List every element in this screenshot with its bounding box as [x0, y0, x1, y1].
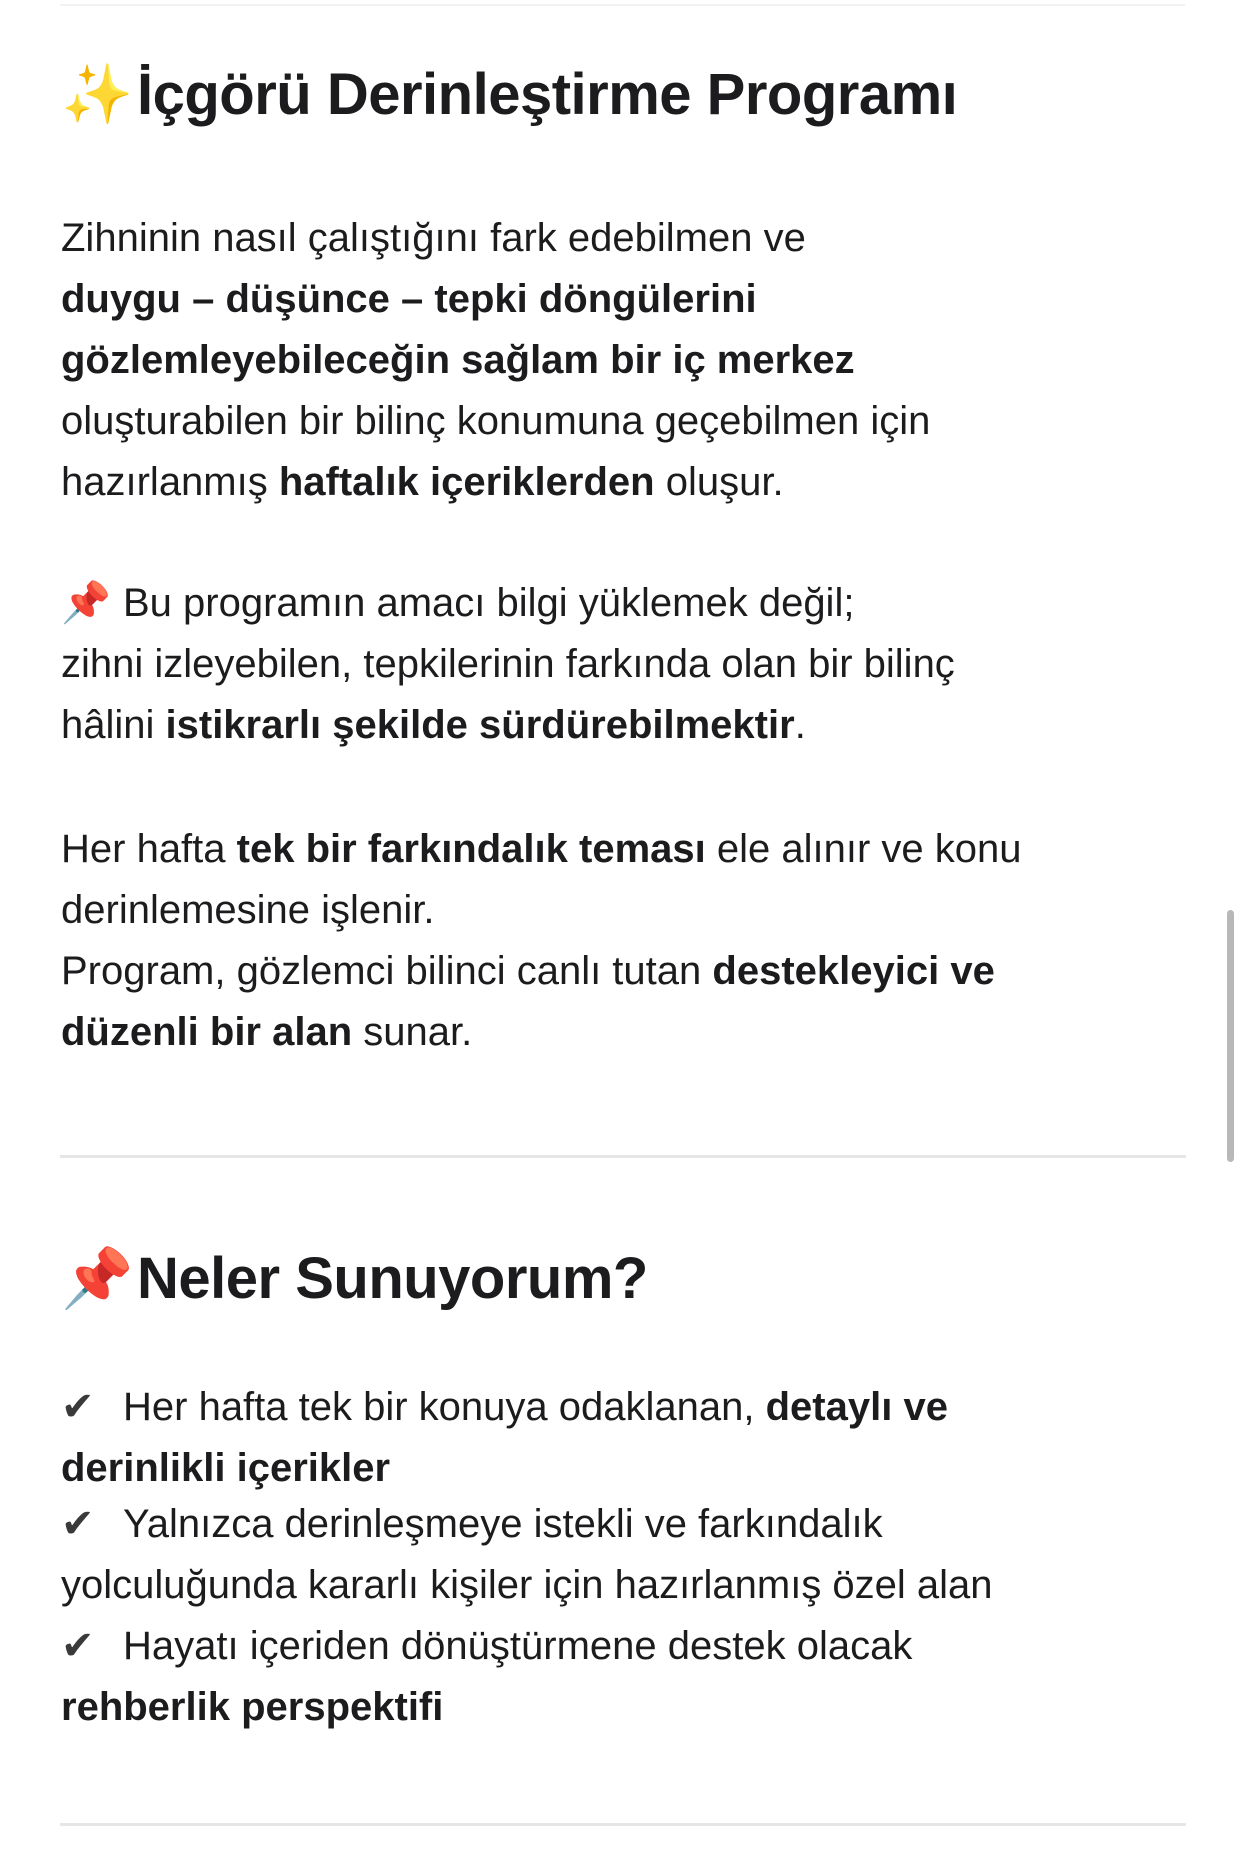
item-bold: detaylı ve: [765, 1385, 948, 1429]
purpose-line: zihni izleyebilen, tepkilerinin farkında olan bir bilinç: [61, 642, 955, 686]
weekly-text: ele alınır ve konu: [705, 827, 1022, 871]
intro-line: oluşturabilen bir bilinç konumuna geçebilmen için: [61, 399, 931, 443]
weekly-bold: tek bir farkındalık teması: [236, 827, 706, 871]
intro-paragraph: [61, 208, 1181, 513]
item-text: Her hafta tek bir konuya odaklanan,: [123, 1385, 766, 1429]
title-text: İçgörü Derinleştirme Programı: [137, 62, 958, 127]
item-text: Yalnızca derinleşmeye istekli ve farkındalık: [123, 1502, 883, 1546]
sparkles-icon: ✨: [61, 62, 133, 127]
weekly-text: Program, gözlemci bilinci canlı tutan: [61, 949, 713, 993]
intro-text: oluşur.: [654, 460, 784, 504]
offerings-list: [61, 1377, 1181, 1738]
weekly-text: Her hafta: [61, 827, 237, 871]
weekly-bold: düzenli bir alan: [61, 1010, 353, 1054]
item-bold: rehberlik perspektifi: [61, 1685, 444, 1729]
item-text: Hayatı içeriden dönüştürmene destek olacak: [123, 1624, 913, 1668]
top-divider: [60, 4, 1185, 6]
list-item: [61, 1377, 1181, 1499]
scrollbar[interactable]: [1227, 910, 1234, 1162]
weekly-paragraph: [61, 819, 1181, 1063]
item-bold: derinlikli içerikler: [61, 1446, 391, 1490]
list-item: [61, 1494, 1181, 1616]
purpose-line: Bu programın amacı bilgi yüklemek değil;: [123, 581, 855, 625]
check-icon: ✔: [61, 1502, 95, 1546]
title-text: Neler Sunuyorum?: [137, 1246, 648, 1311]
section-title-program: [61, 60, 957, 130]
section-divider: [60, 1155, 1186, 1158]
section-divider: [60, 1823, 1186, 1826]
weekly-text: sunar.: [352, 1010, 473, 1054]
weekly-line: derinlemesine işlenir.: [61, 888, 435, 932]
list-item: [61, 1616, 1181, 1738]
intro-bold-line: duygu – düşünce – tepki döngülerini: [61, 277, 757, 321]
intro-bold-line: gözlemleyebileceğin sağlam bir iç merkez: [61, 338, 855, 382]
intro-text: hazırlanmış: [61, 460, 279, 504]
weekly-bold: destekleyici ve: [712, 949, 995, 993]
intro-line: Zihninin nasıl çalıştığını fark edebilmen ve: [61, 216, 806, 260]
section-title-offerings: [61, 1244, 648, 1314]
pushpin-icon: 📌: [61, 581, 111, 625]
item-text: yolculuğunda kararlı kişiler için hazırlanmış özel alan: [61, 1563, 993, 1607]
check-icon: ✔: [61, 1624, 95, 1668]
check-icon: ✔: [61, 1385, 95, 1429]
purpose-paragraph: [61, 573, 1181, 756]
purpose-text: .: [794, 703, 806, 747]
purpose-text: hâlini: [61, 703, 166, 747]
purpose-bold: istikrarlı şekilde sürdürebilmektir: [165, 703, 795, 747]
pushpin-icon: 📌: [61, 1246, 133, 1311]
intro-bold: haftalık içeriklerden: [278, 460, 655, 504]
